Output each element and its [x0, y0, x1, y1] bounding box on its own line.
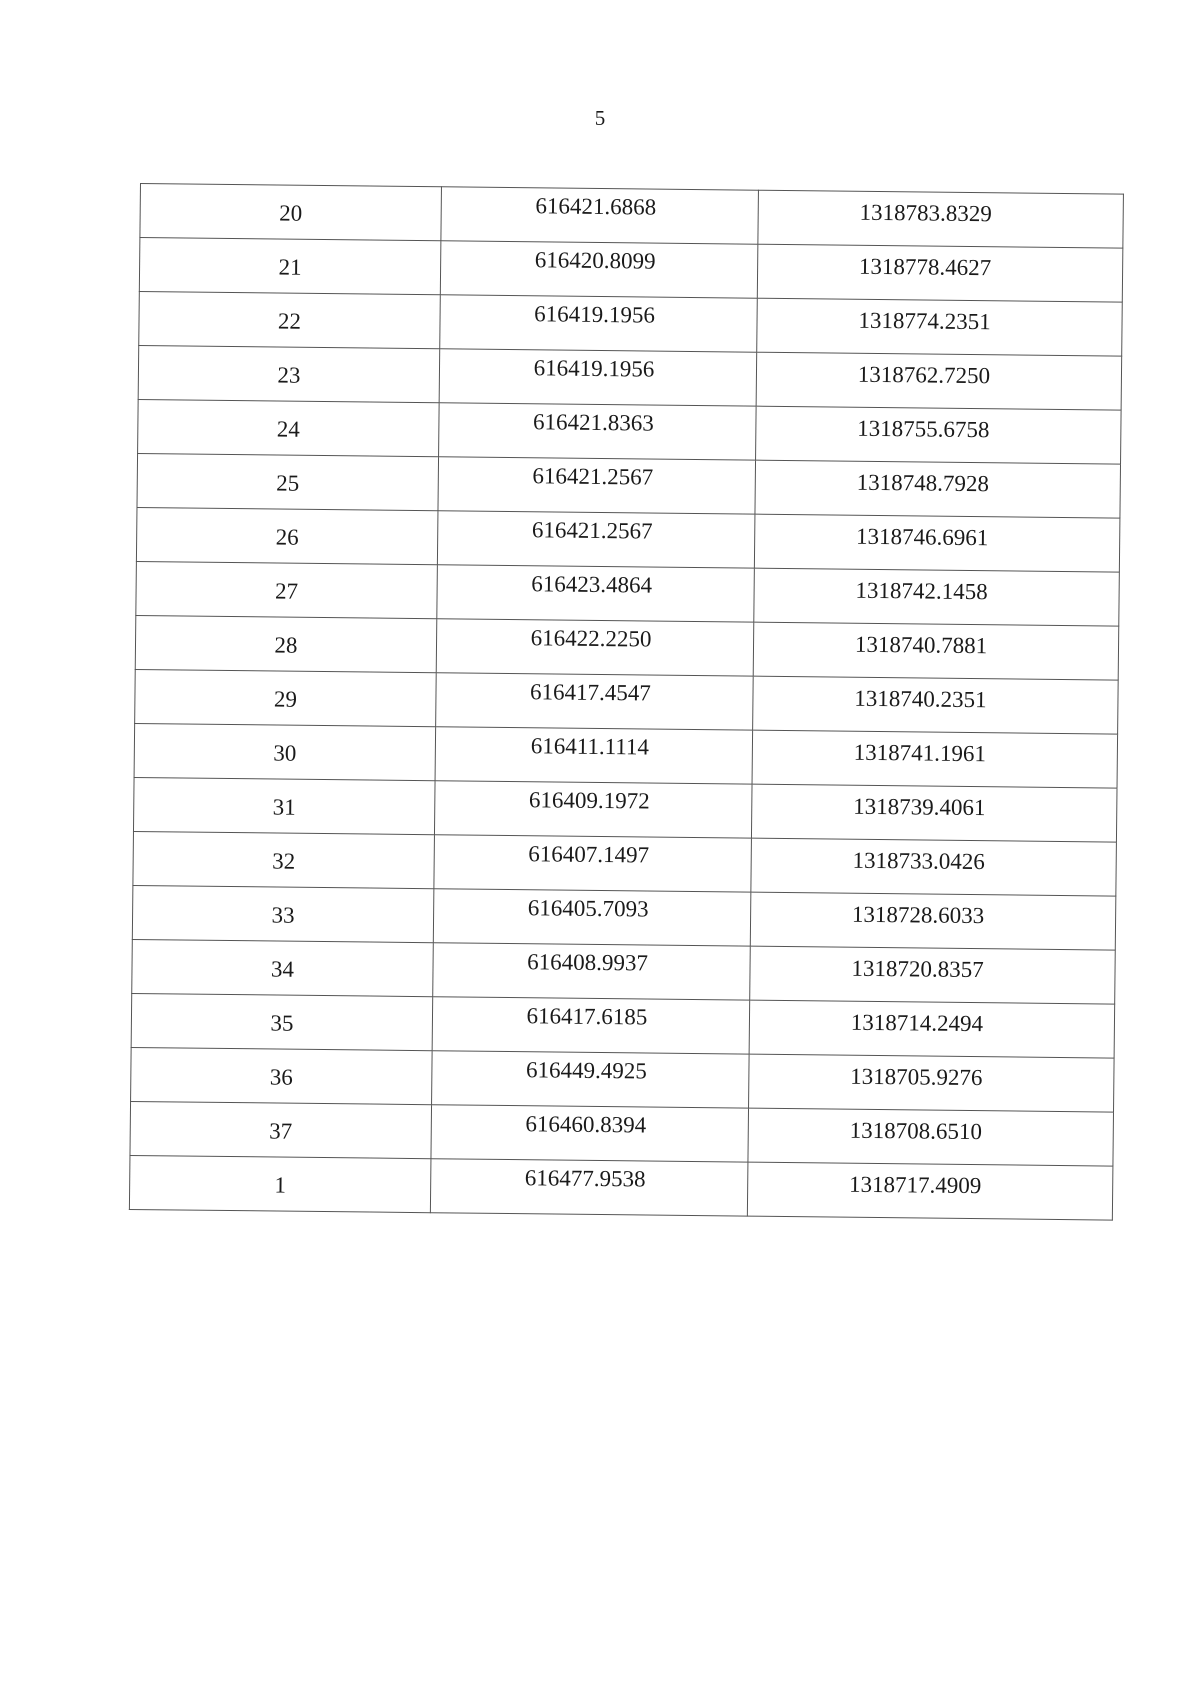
coordinates-table-container: [129, 183, 1124, 1221]
point-number-cell: 28: [135, 615, 437, 672]
point-number-cell: 30: [134, 723, 436, 780]
y-coordinate-cell: 1318705.9276: [749, 1054, 1115, 1112]
y-coordinate-cell: 1318717.4909: [747, 1162, 1113, 1220]
y-coordinate-cell: 1318783.8329: [758, 190, 1124, 248]
x-coordinate-cell: 616407.1497: [434, 835, 752, 892]
x-coordinate-cell: 616421.2567: [437, 511, 755, 568]
y-coordinate-cell: 1318755.6758: [756, 406, 1122, 464]
x-coordinate-cell: 616449.4925: [432, 1051, 750, 1108]
point-number-cell: 26: [136, 507, 438, 564]
x-coordinate-cell: 616408.9937: [433, 943, 751, 1000]
point-number-cell: 24: [138, 399, 440, 456]
y-coordinate-cell: 1318741.1961: [752, 730, 1118, 788]
y-coordinate-cell: 1318740.7881: [753, 622, 1119, 680]
point-number-cell: 29: [135, 669, 437, 726]
x-coordinate-cell: 616405.7093: [433, 889, 751, 946]
x-coordinate-cell: 616411.1114: [435, 727, 753, 784]
y-coordinate-cell: 1318728.6033: [750, 892, 1116, 950]
x-coordinate-cell: 616460.8394: [431, 1105, 749, 1162]
x-coordinate-cell: 616477.9538: [430, 1159, 748, 1216]
y-coordinate-cell: 1318778.4627: [757, 244, 1123, 302]
y-coordinate-cell: 1318740.2351: [753, 676, 1119, 734]
x-coordinate-cell: 616417.6185: [432, 997, 750, 1054]
y-coordinate-cell: 1318708.6510: [748, 1108, 1114, 1166]
x-coordinate-cell: 616419.1956: [439, 349, 757, 406]
x-coordinate-cell: 616421.2567: [438, 457, 756, 514]
point-number-cell: 36: [131, 1047, 433, 1104]
y-coordinate-cell: 1318742.1458: [754, 568, 1120, 626]
point-number-cell: 37: [130, 1101, 432, 1158]
point-number-cell: 31: [133, 777, 435, 834]
y-coordinate-cell: 1318714.2494: [749, 1000, 1115, 1058]
point-number-cell: 35: [131, 993, 433, 1050]
y-coordinate-cell: 1318733.0426: [751, 838, 1117, 896]
x-coordinate-cell: 616409.1972: [434, 781, 752, 838]
point-number-cell: 21: [139, 238, 441, 295]
point-number-cell: 20: [140, 184, 442, 241]
x-coordinate-cell: 616423.4864: [437, 565, 755, 622]
y-coordinate-cell: 1318748.7928: [755, 460, 1121, 518]
y-coordinate-cell: 1318762.7250: [756, 352, 1122, 410]
coordinates-table-body: [129, 184, 1123, 1221]
point-number-cell: 27: [136, 561, 438, 618]
table-row: [129, 1155, 1113, 1220]
point-number-cell: 25: [137, 453, 439, 510]
y-coordinate-cell: 1318739.4061: [751, 784, 1117, 842]
x-coordinate-cell: 616419.1956: [440, 295, 758, 352]
point-number-cell: 34: [132, 939, 434, 996]
point-number-cell: 1: [129, 1155, 431, 1212]
point-number-cell: 33: [132, 885, 434, 942]
point-number-cell: 22: [139, 291, 441, 348]
x-coordinate-cell: 616417.4547: [436, 673, 754, 730]
x-coordinate-cell: 616420.8099: [440, 241, 758, 298]
x-coordinate-cell: 616422.2250: [436, 619, 754, 676]
x-coordinate-cell: 616421.6868: [441, 187, 759, 244]
point-number-cell: 23: [138, 345, 440, 402]
y-coordinate-cell: 1318720.8357: [750, 946, 1116, 1004]
y-coordinate-cell: 1318774.2351: [757, 298, 1123, 356]
coordinates-table: [129, 183, 1124, 1221]
page-number: 5: [594, 106, 606, 130]
point-number-cell: 32: [133, 831, 435, 888]
y-coordinate-cell: 1318746.6961: [754, 514, 1120, 572]
x-coordinate-cell: 616421.8363: [439, 403, 757, 460]
